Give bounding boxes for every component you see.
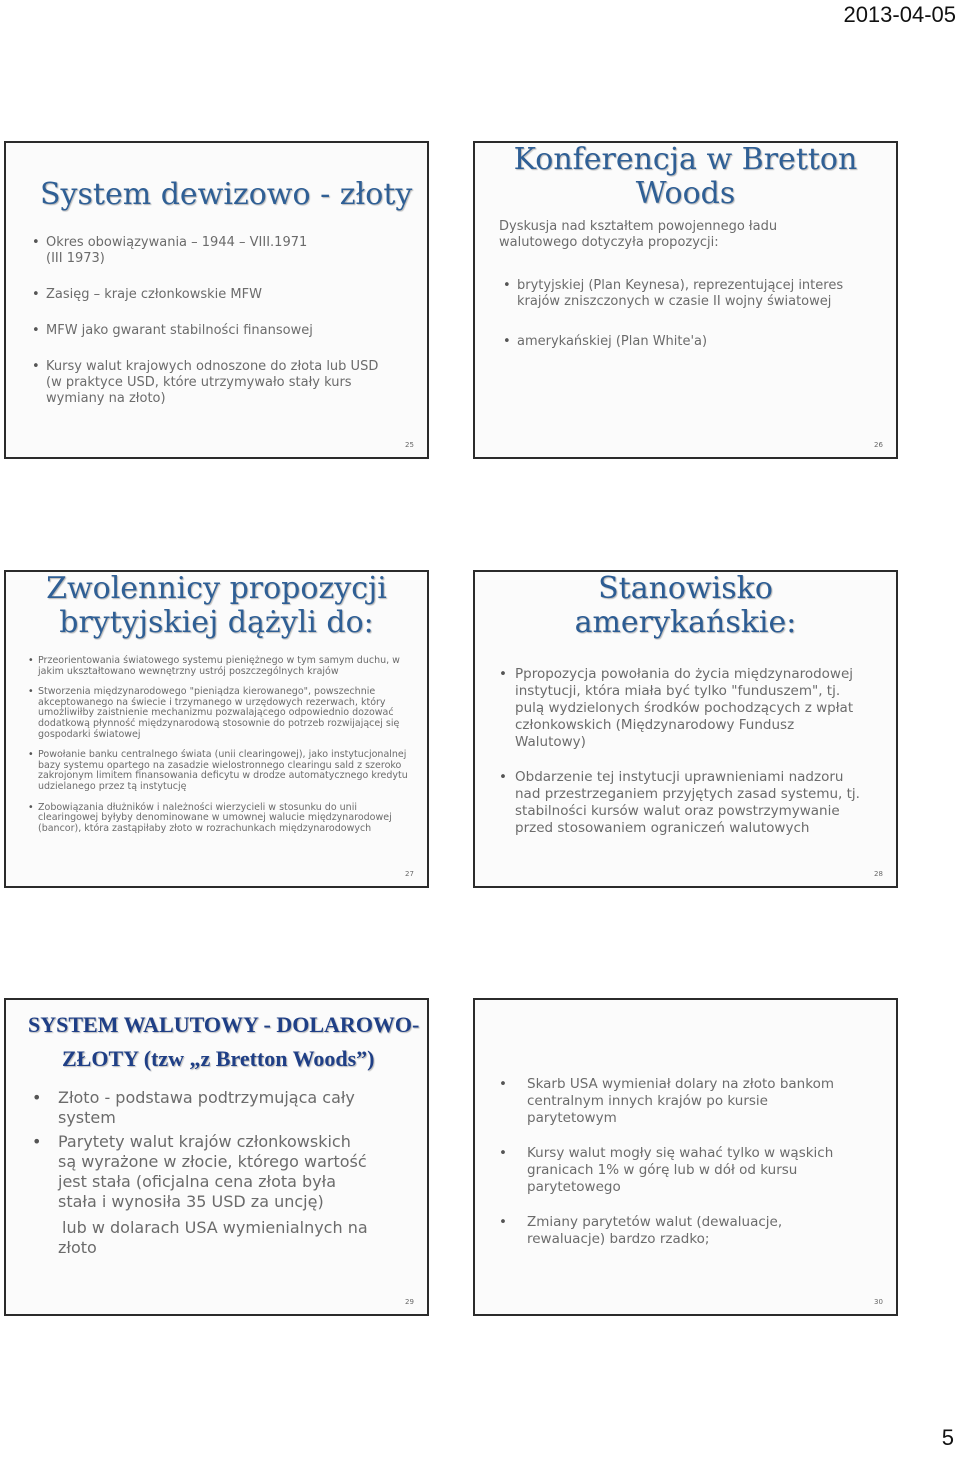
bullet-item: • brytyjskiej (Plan Keynesa), reprezentującej interes krajów zniszczonych w czasie II wojny światowej [503, 278, 863, 310]
slide-28 [473, 570, 898, 888]
bullet-list [503, 278, 863, 350]
bullet-list [28, 656, 408, 834]
bullet-item: • Kursy walut mogły się wahać tylko w wąskich granicach 1% w górę lub w dół od kursu parytetowego [499, 1145, 837, 1196]
slide-30 [473, 998, 898, 1316]
bullet-item: • Zasięg – kraje członkowskie MFW [32, 287, 402, 303]
slide-number: 27 [405, 870, 414, 878]
bullet-item: • Kursy walut krajowych odnoszone do złota lub USD (w praktyce USD, które utrzymywało stały kurs wymiany na złoto) [32, 359, 391, 407]
title-line: ZŁOTY (tzw „z Bretton Woods”) [62, 1046, 375, 1071]
slide-number: 28 [874, 870, 883, 878]
slide-intro: Dyskusja nad kształtem powojennego ładu walutowego dotyczyła propozycji: [499, 219, 778, 250]
slide-number: 29 [405, 1298, 414, 1306]
bullet-item: • Ppropozycja powołania do życia międzynarodowej instytucji, która miała być tylko "funduszem", tj. pulą wydzielonych środków pochodzących z wpłat członkowskich (Międzynarodowy Fundusz Walutowy) [499, 666, 869, 751]
continuation-text: lub w dolarach USA wymienialnych na złoto [58, 1218, 368, 1257]
bullet-item: • MFW jako gwarant stabilności finansowej [32, 323, 402, 339]
slide-title [6, 572, 427, 640]
title-line: Konferencja w Bretton [513, 142, 858, 177]
title-line: SYSTEM WALUTOWY - DOLAROWO- [28, 1012, 420, 1037]
title-line: Stanowisko [598, 571, 773, 606]
slide-25 [4, 141, 429, 459]
title-line: Woods [635, 176, 736, 211]
bullet-list [32, 1088, 372, 1212]
title-line: amerykańskie: [574, 605, 797, 640]
slide-29 [4, 998, 429, 1316]
slide-26 [473, 141, 898, 459]
bullet-item: • Parytety walut krajów członkowskich są wyrażone w złocie, którego wartość jest stała (oficjalna cena złota była stała i wynosiła 35 USD za uncję) [32, 1132, 372, 1212]
title-line: brytyjskiej dążyli do: [59, 605, 374, 640]
slide-title: System dewizowo - złoty [40, 177, 413, 212]
page-number: 5 [941, 1425, 954, 1450]
bullet-list [499, 1076, 859, 1248]
bullet-item: • Okres obowiązywania – 1944 – VIII.1971 (III 1973) [32, 235, 316, 267]
bullet-item: • Stworzenia międzynarodowego "pieniądza kierowanego", powszechnie akceptowanego na świecie i trzymanego w urzędowych rezerwach, który umożliwiłby zaistnienie mechanizmu pozwalającego odpowiednio dozować dodatkową płynność międzynarodową stosownie do potrzeb rozwijającej się gospodarki światowej [28, 687, 408, 740]
bullet-item: • Powołanie banku centralnego świata (unii clearingowej), jako instytucjonalnej bazy systemu opartego na zasadzie wielostronnego clearingu sald z szeroko zakrojonym limitem finansowania deficytu w drodze automatycznego kredytu udzielanego przez tą instytucję [28, 750, 408, 792]
slide-title [28, 1008, 419, 1076]
title-line: Zwolennicy propozycji [46, 571, 387, 606]
bullet-item: • amerykańskiej (Plan White'a) [503, 334, 863, 350]
slide-number: 25 [405, 441, 414, 449]
slide-title [475, 572, 896, 640]
bullet-item: • Skarb USA wymieniał dolary na złoto bankom centralnym innych krajów po kursie parytetowym [499, 1076, 837, 1127]
slide-27 [4, 570, 429, 888]
bullet-item: • Zmiany parytetów walut (dewaluacje, rewaluacje) bardzo rzadko; [499, 1214, 827, 1248]
document-date: 2013-04-05 [843, 2, 956, 27]
slide-title [475, 143, 896, 211]
bullet-item: • Zobowiązania dłużników i należności wierzycieli w stosunku do unii clearingowej byłyby denominowane w umownej walucie międzynarodowej (bancor), która zastąpiłaby złoto w rozrachunkach międzynarodowych [28, 803, 408, 835]
bullet-item: • Obdarzenie tej instytucji uprawnieniami nadzoru nad przestrzeganiem przyjętych zasad systemu, tj. stabilności kursów walut oraz powstrzymywanie przed stosowaniem ograniczeń walutowych [499, 769, 869, 837]
bullet-item: • Złoto - podstawa podtrzymująca cały system [32, 1088, 372, 1128]
slide-number: 30 [874, 1298, 883, 1306]
bullet-list [32, 235, 402, 407]
slide-number: 26 [874, 441, 883, 449]
bullet-item: • Przeorientowania światowego systemu pieniężnego w tym samym duchu, w jakim ukształtowano wewnętrzny ustrój poszczególnych krajów [28, 656, 408, 677]
bullet-list [499, 666, 869, 837]
